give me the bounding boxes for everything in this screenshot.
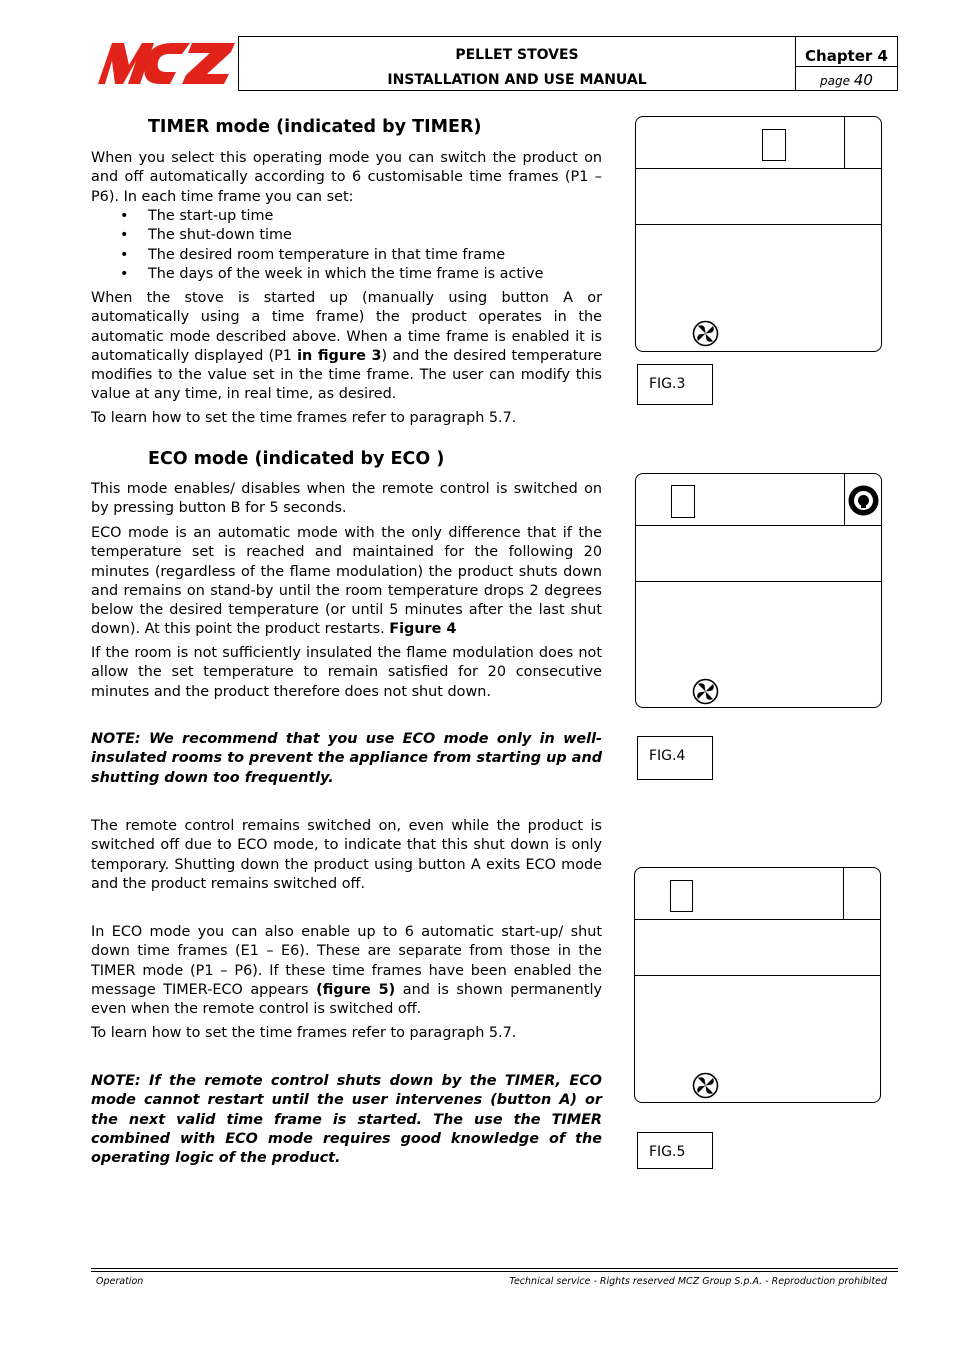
header-title-line1: PELLET STOVES xyxy=(455,47,579,63)
eco-paragraph-6: To learn how to set the time frames refer to paragraph 5.7. xyxy=(91,1025,517,1041)
eco-note-1: NOTE: We recommend that you use ECO mode only in well-insulated rooms to prevent the appliance from starting up and shutting down too frequently. xyxy=(91,731,602,786)
page-label: page xyxy=(820,74,851,88)
eco-paragraph-3: If the room is not sufficiently insulated the flame modulation does not allow the set temperature to remain satisfied for 20 consecutive minutes and the product therefore does not shut down. xyxy=(91,645,602,700)
display-divider xyxy=(635,919,880,920)
display-digit-box xyxy=(670,880,693,912)
display-digit-box xyxy=(762,129,786,161)
remote-display-fig4 xyxy=(635,473,882,708)
timer-intro: When you select this operating mode you can switch the product on and off automatically according to 6 customisable time frames (P1 – P6). In each time frame you can set: xyxy=(91,150,602,205)
footer-right: Technical service - Rights reserved MCZ Group S.p.A. - Reproduction prohibited xyxy=(509,1276,887,1287)
eco-paragraph-5 xyxy=(91,923,602,1019)
list-item: • The desired room temperature in that time frame xyxy=(91,246,602,265)
remote-display-fig5 xyxy=(634,867,881,1103)
fan-icon xyxy=(692,320,719,351)
display-digit-box xyxy=(671,485,695,518)
text-run: ECO mode is an automatic mode with the only difference that if the temperature set is reached and maintained for the following 20 minutes (regardless of the flame modulation) the product shuts down and remains on stand-by until the room temperature drops 2 degrees below the desired temperature (or until 5 minutes after the last shut down). At this point the product restarts. xyxy=(91,525,602,638)
footer-rule xyxy=(91,1271,898,1272)
display-divider xyxy=(636,168,881,169)
text-run: In ECO mode you can also enable up to 6 automatic start-up/ shut down time frames (E1 – E6). These are separate from those in the TIMER mode (P1 – P6). If these time frames have been enabled the message TIMER-ECO appears xyxy=(91,924,602,998)
text-run-bold: (figure 5) xyxy=(316,981,396,998)
text-run: When the stove is started up (manually using button A or automatically using a time frame) the product operates in the automatic mode described above. When a time frame is enabled it is automatically displayed (P1 xyxy=(91,290,602,364)
page-number-box xyxy=(795,71,898,89)
footer-left: Operation xyxy=(96,1276,144,1287)
page-number: 40 xyxy=(853,71,873,89)
text-run: and is shown permanently even when the remote control is switched off. xyxy=(91,981,602,1018)
fan-icon xyxy=(692,678,719,709)
text-run-bold: Figure 4 xyxy=(389,621,457,638)
display-divider xyxy=(844,474,845,525)
list-item: • The start-up time xyxy=(91,207,602,226)
mcz-logo xyxy=(90,40,236,86)
header-chapter-divider xyxy=(795,66,898,67)
display-divider xyxy=(636,525,881,526)
fan-icon xyxy=(692,1072,719,1103)
eco-note-2: NOTE: If the remote control shuts down by the TIMER, ECO mode cannot restart until the user intervenes (button A) or the next valid time frame is started. The use the TIMER combined with ECO mode requires good knowledge of the operating logic of the product. xyxy=(91,1073,602,1167)
header-title-line2: INSTALLATION AND USE MANUAL xyxy=(387,72,647,88)
eco-paragraph-4: The remote control remains switched on, even while the product is switched off due to ECO mode, to indicate that this shut down is only temporary. Shutting down the product using button A exits ECO mode and the product remains switched off. xyxy=(91,818,602,892)
chapter-label: Chapter 4 xyxy=(805,47,888,65)
display-divider xyxy=(636,581,881,582)
eco-paragraph-2 xyxy=(91,524,602,640)
eco-target-icon xyxy=(847,484,880,521)
list-item: • The shut-down time xyxy=(91,226,602,245)
display-divider xyxy=(636,224,881,225)
text-run: ) and the desired temperature modifies to the value set in the time frame. The user can modify this value at any time, in real time, as desired. xyxy=(91,347,602,403)
footer-rule xyxy=(91,1268,898,1269)
text-run-bold: in figure 3 xyxy=(297,347,382,364)
list-item: • The days of the week in which the time frame is active xyxy=(91,265,602,284)
timer-settings-list xyxy=(91,207,602,284)
figure-label-fig5: FIG.5 xyxy=(637,1132,713,1169)
display-divider xyxy=(635,975,880,976)
timer-paragraph-3: To learn how to set the time frames refer to paragraph 5.7. xyxy=(91,410,517,426)
timer-paragraph-2 xyxy=(91,289,602,405)
remote-display-fig3 xyxy=(635,116,882,352)
brand-text: MCZ xyxy=(90,40,93,41)
timer-heading: TIMER mode (indicated by TIMER) xyxy=(148,117,482,137)
display-divider xyxy=(844,117,845,168)
figure-label-fig4: FIG.4 xyxy=(637,736,713,780)
eco-heading: ECO mode (indicated by ECO ) xyxy=(148,449,445,469)
eco-paragraph-1: This mode enables/ disables when the remote control is switched on by pressing button B for 5 seconds. xyxy=(91,481,602,517)
display-divider xyxy=(843,868,844,919)
figure-label-fig3: FIG.3 xyxy=(637,364,713,405)
